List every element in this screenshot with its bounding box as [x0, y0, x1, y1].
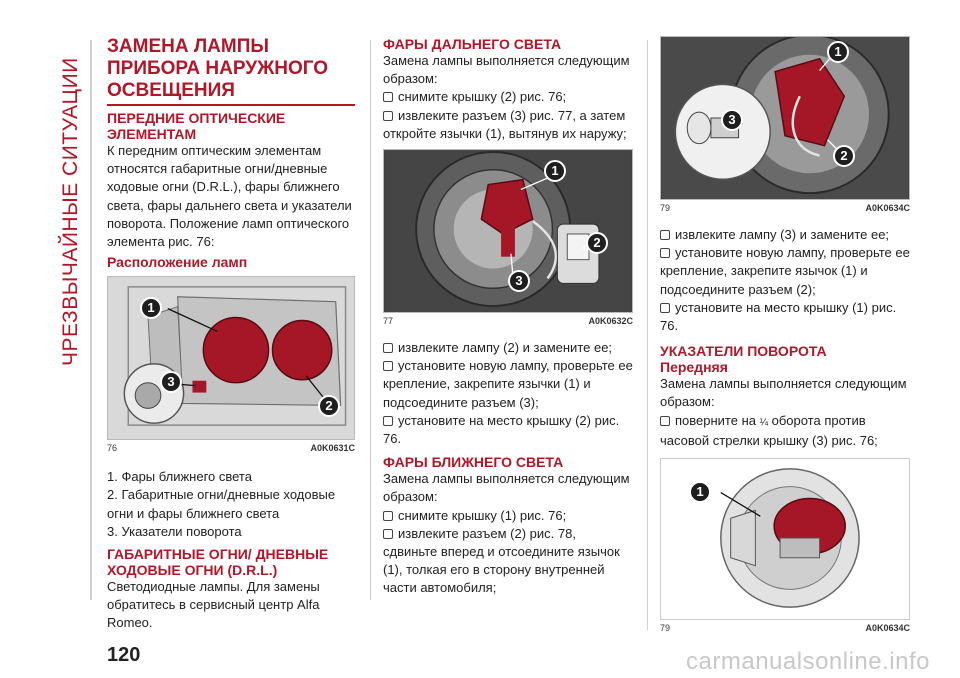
callout-2: 2	[586, 232, 608, 254]
high-beam-step-5: установите на место крышку (2) рис. 76.	[383, 412, 620, 447]
low-beam-intro: Замена лампы выполняется следующим образом:	[383, 471, 630, 505]
step-checkbox-icon	[383, 416, 393, 426]
column-divider-2	[647, 40, 648, 630]
column-3	[660, 36, 910, 634]
low-beam-heading: ФАРЫ БЛИЖНЕГО СВЕТА	[383, 454, 564, 471]
step-checkbox-icon	[383, 511, 393, 521]
legend-item-1: 1. Фары ближнего света	[107, 469, 252, 485]
column-divider-1	[370, 40, 371, 600]
low-beam-step-2: извлеките разъем (2) рис. 78, сдвиньте вперед и отсоедините язычок (1), толкая его в сторону внутренней части автомобиля;	[383, 525, 620, 596]
high-beam-step-4: установите новую лампу, проверьте ее крепление, закрепите язычки (1) и подсоедините разъем (3);	[383, 358, 633, 410]
front-optics-heading: ПЕРЕДНИЕ ОПТИЧЕСКИЕ ЭЛЕМЕНТАМ	[107, 110, 286, 142]
section-side-tab	[56, 36, 86, 366]
step-checkbox-icon	[660, 416, 670, 426]
step-checkbox-icon	[383, 529, 393, 539]
callout-3: 3	[160, 371, 182, 393]
front-subheading: Передняя	[660, 359, 728, 376]
drl-heading: ГАБАРИТНЫЕ ОГНИ/ ДНЕВНЫЕ ХОДОВЫЕ ОГНИ (D.R.L.)	[107, 546, 329, 579]
step-checkbox-icon	[383, 92, 393, 102]
legend-item-2: 2. Габаритные огни/дневные ходовые огни и фары ближнего света	[107, 487, 336, 521]
figure-77-drawing	[384, 150, 632, 312]
callout-1: 1	[544, 160, 566, 182]
callout-3: 3	[721, 109, 743, 131]
step-checkbox-icon	[383, 343, 393, 353]
figure-78-number: 79	[660, 203, 671, 213]
figure-79-code: A0K0634C	[865, 623, 910, 634]
figure-76	[107, 276, 355, 440]
step-checkbox-icon	[660, 248, 670, 258]
lamp-legend	[107, 468, 355, 541]
low-beam-step-4: установите новую лампу, проверьте ее крепление, закрепите язычок (1) и подсоедините разъем (2);	[660, 245, 910, 297]
figure-77	[383, 149, 633, 313]
figure-76-code: A0K0631C	[310, 443, 355, 454]
legend-item-3: 3. Указатели поворота	[107, 523, 242, 539]
low-beam-step-3: извлеките лампу (3) и замените ее;	[660, 226, 910, 244]
lamp-layout-heading: Расположение ламп	[107, 254, 248, 271]
figure-78-drawing	[661, 37, 909, 199]
figure-77-code: A0K0632C	[588, 316, 633, 327]
front-optics-text: К передним оптическим элементам относятся габаритные огни/дневные ходовые огни (D.R.L.), фары ближнего света, фары дальнего света и указатели поворота. Положение ламп оптического элемента рис. 76:	[107, 143, 352, 250]
callout-2: 2	[833, 145, 855, 167]
watermark: carmanualsonline.info	[686, 648, 930, 675]
step-checkbox-icon	[383, 111, 393, 121]
step-checkbox-icon	[660, 230, 670, 240]
figure-79-number: 79	[660, 623, 671, 634]
callout-3: 3	[508, 270, 530, 292]
high-beam-step-2: извлеките разъем (3) рис. 77, а затем откройте язычки (1), вытянув их наружу;	[383, 107, 627, 141]
figure-79-caption	[660, 622, 910, 634]
turn-signals-heading: УКАЗАТЕЛИ ПОВОРОТА	[660, 343, 827, 360]
figure-76-caption	[107, 442, 355, 454]
figure-77-caption	[383, 315, 633, 327]
page-number: 120	[107, 644, 141, 666]
figure-79	[660, 458, 910, 620]
turn-signals-intro: Замена лампы выполняется следующим образом:	[660, 376, 907, 410]
callout-1: 1	[689, 481, 711, 503]
figure-76-number: 76	[107, 443, 118, 454]
step-checkbox-icon	[660, 303, 670, 313]
figure-78-code: A0K0634C	[865, 203, 910, 213]
callout-1: 1	[827, 41, 849, 63]
low-beam-step-5: установите на место крышку (1) рис. 76.	[660, 299, 897, 334]
high-beam-step-3: извлеките лампу (2) и замените ее;	[383, 339, 633, 357]
side-tab-label: ЧРЕЗВЫЧАЙНЫЕ СИТУАЦИИ	[59, 57, 82, 366]
low-beam-steps-b	[660, 226, 910, 335]
drl-text: Светодиодные лампы. Для замены обратитесь в сервисный центр Alfa Romeo.	[107, 579, 320, 631]
high-beam-steps-b	[383, 339, 633, 448]
figure-77-number: 77	[383, 316, 394, 327]
high-beam-heading: ФАРЫ ДАЛЬНЕГО СВЕТА	[383, 36, 562, 52]
high-beam-step-1: снимите крышку (2) рис. 76;	[383, 88, 633, 106]
callout-2: 2	[318, 395, 340, 417]
column-1	[107, 36, 355, 633]
low-beam-step-1: снимите крышку (1) рис. 76;	[383, 507, 633, 525]
step-checkbox-icon	[383, 361, 393, 371]
high-beam-intro: Замена лампы выполняется следующим образом:	[383, 53, 630, 87]
turn-signals-step-1: поверните на ¼ оборота против часовой стрелки крышку (3) рис. 76;	[660, 412, 878, 448]
callout-1: 1	[140, 297, 162, 319]
column-2	[383, 36, 633, 598]
main-title: ЗАМЕНА ЛАМПЫ ПРИБОРА НАРУЖНОГО ОСВЕЩЕНИЯ	[107, 36, 355, 106]
figure-78	[660, 36, 910, 200]
figure-78-caption	[660, 202, 910, 214]
side-divider	[90, 40, 92, 600]
